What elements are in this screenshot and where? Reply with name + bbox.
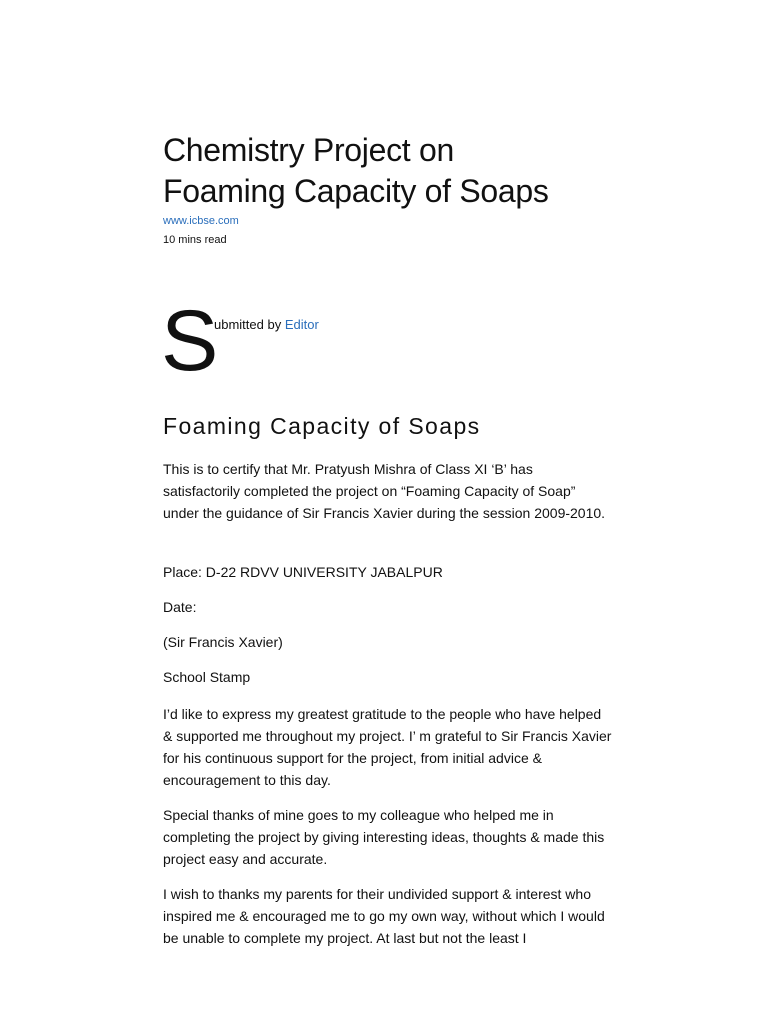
thanks-parents-paragraph: I wish to thanks my parents for their undivided support & interest who inspired me & encouraged me to go my own way, without which I would be unable to complete my project. At last but not the least I xyxy=(163,886,605,946)
thanks-colleague-paragraph: Special thanks of mine goes to my colleague who helped me in completing the project by giving interesting ideas, thoughts & made this project easy and accurate. xyxy=(163,807,605,867)
byline xyxy=(214,317,319,333)
gratitude-paragraph: I’d like to express my greatest gratitude to the people who have helped & supported me throughout my project. I’ m grateful to Sir Francis Xavier for his continuous support for the project, from initial advice & encouragement to this day. xyxy=(163,706,612,788)
author-link[interactable]: Editor xyxy=(284,317,319,332)
stamp-paragraph: School Stamp xyxy=(163,669,251,685)
drop-cap: S xyxy=(161,293,219,389)
date-paragraph: Date: xyxy=(163,599,197,615)
place-paragraph: Place: D-22 RDVV UNIVERSITY JABALPUR xyxy=(163,564,443,580)
byline-text: ubmitted by xyxy=(214,317,285,332)
certificate-paragraph: This is to certify that Mr. Pratyush Mishra of Class XI ‘B’ has satisfactorily completed the project on “Foaming Capacity of Soap” under the guidance of Sir Francis Xavier during the session 2009-2010. xyxy=(163,461,606,521)
article-title xyxy=(163,130,613,212)
read-time: 10 mins read xyxy=(163,234,227,246)
article-title-line-1: Chemistry Project on xyxy=(163,132,454,168)
source-link[interactable]: www.icbse.com xyxy=(163,215,239,227)
section-heading: Foaming Capacity of Soaps xyxy=(163,413,481,439)
article-title-line-2: Foaming Capacity of Soaps xyxy=(163,173,549,209)
signatory-paragraph: (Sir Francis Xavier) xyxy=(163,634,283,650)
